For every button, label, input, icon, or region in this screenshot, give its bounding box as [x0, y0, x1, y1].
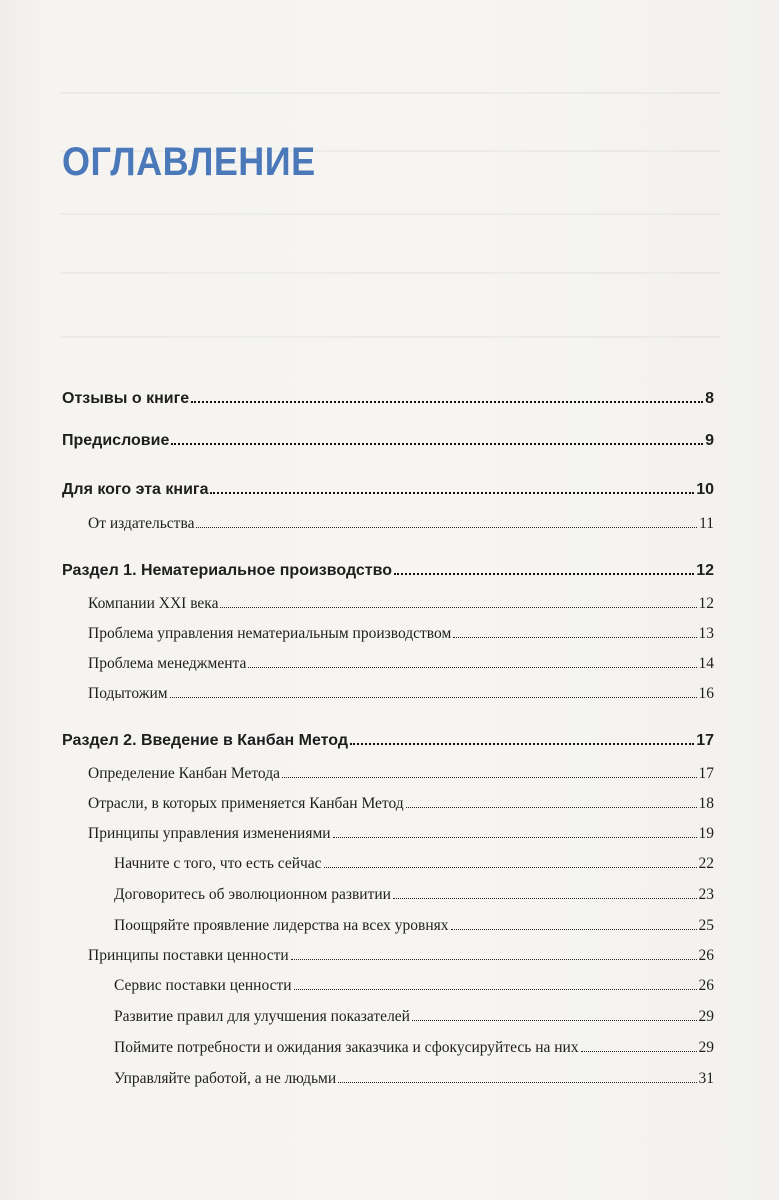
toc-entry-label: Проблема управления нематериальным производством — [88, 625, 452, 642]
toc-entry-label: От издательства — [88, 515, 195, 532]
dot-leader — [581, 1051, 697, 1052]
dot-leader — [291, 959, 697, 960]
toc-entry-industries[interactable] — [62, 795, 714, 813]
dot-leader — [248, 667, 696, 668]
toc-entry-label: Предисловие — [62, 432, 170, 449]
toc-entry-audience[interactable] — [62, 481, 714, 499]
toc-entry-label: Определение Канбан Метода — [88, 765, 280, 782]
show-through-line — [60, 336, 720, 338]
toc-entry-label: Развитие правил для улучшения показателей — [114, 1008, 410, 1025]
toc-entry-rules[interactable] — [62, 1008, 714, 1026]
toc-entry-label: Отрасли, в которых применяется Канбан Метод — [88, 795, 404, 812]
show-through-line — [60, 272, 720, 274]
toc-entry-label: Поймите потребности и ожидания заказчика и сфокусируйтесь на них — [114, 1039, 579, 1056]
toc-entry-page: 18 — [698, 795, 714, 812]
toc-entry-label: Компании XXI века — [88, 595, 219, 612]
toc-entry-page: 23 — [698, 886, 714, 903]
toc-entry-page: 8 — [705, 390, 714, 407]
dot-leader — [451, 929, 697, 930]
toc-entry-value-principles[interactable] — [62, 947, 714, 965]
toc-entry-production-problem[interactable] — [62, 625, 714, 643]
toc-entry-page: 19 — [698, 825, 714, 842]
toc-entry-page: 13 — [698, 625, 714, 642]
toc-entry-page: 17 — [696, 732, 714, 749]
toc-entry-customer-needs[interactable] — [62, 1039, 714, 1057]
toc-entry-section-1[interactable] — [62, 562, 714, 580]
dot-leader — [191, 401, 703, 403]
toc-entry-page: 14 — [698, 655, 714, 672]
toc-entry-label: Отзывы о книге — [62, 390, 190, 407]
toc-entry-label: Раздел 1. Нематериальное производство — [62, 562, 393, 579]
dot-leader — [453, 637, 696, 638]
toc-entry-companies[interactable] — [62, 595, 714, 613]
toc-entry-label: Принципы поставки ценности — [88, 947, 289, 964]
show-through-line — [60, 213, 720, 215]
toc-entry-publisher[interactable] — [62, 515, 714, 533]
dot-leader — [170, 697, 697, 698]
toc-entry-reviews[interactable] — [62, 390, 714, 408]
toc-entry-label: Поощряйте проявление лидерства на всех уровнях — [114, 917, 449, 934]
toc-entry-page: 26 — [698, 947, 714, 964]
dot-leader — [406, 807, 697, 808]
toc-entry-label: Для кого эта книга — [62, 481, 209, 498]
toc-entry-page: 29 — [698, 1039, 714, 1056]
dot-leader — [171, 443, 703, 445]
toc-entry-label: Раздел 2. Введение в Канбан Метод — [62, 732, 348, 749]
dot-leader — [324, 867, 697, 868]
toc-entry-value-service[interactable] — [62, 977, 714, 995]
toc-entry-evolution[interactable] — [62, 886, 714, 904]
dot-leader — [210, 492, 694, 494]
toc-entry-page: 22 — [698, 855, 714, 872]
toc-entry-page: 31 — [698, 1070, 714, 1087]
toc-entry-section-2[interactable] — [62, 732, 714, 750]
toc-entry-page: 10 — [696, 481, 714, 498]
toc-entry-label: Принципы управления изменениями — [88, 825, 331, 842]
dot-leader — [394, 573, 694, 575]
toc-entry-label: Проблема менеджмента — [88, 655, 247, 672]
dot-leader — [412, 1020, 697, 1021]
dot-leader — [338, 1082, 696, 1083]
toc-entry-page: 11 — [699, 515, 714, 532]
toc-entry-management-problem[interactable] — [62, 655, 714, 673]
toc-entry-leadership[interactable] — [62, 917, 714, 935]
toc-entry-page: 9 — [705, 432, 714, 449]
toc-entry-page: 25 — [698, 917, 714, 934]
dot-leader — [294, 989, 697, 990]
dot-leader — [196, 527, 697, 528]
toc-entry-kanban-definition[interactable] — [62, 765, 714, 783]
dot-leader — [333, 837, 697, 838]
dot-leader — [350, 743, 694, 745]
toc-entry-label: Сервис поставки ценности — [114, 977, 292, 994]
toc-entry-change-principles[interactable] — [62, 825, 714, 843]
toc-entry-label: Управляйте работой, а не людьми — [114, 1070, 337, 1087]
toc-entry-page: 12 — [696, 562, 714, 579]
dot-leader — [282, 777, 697, 778]
toc-entry-page: 17 — [698, 765, 714, 782]
show-through-line — [60, 92, 720, 94]
toc-entry-page: 26 — [698, 977, 714, 994]
toc-entry-summary[interactable] — [62, 685, 714, 703]
toc-entry-label: Начните с того, что есть сейчас — [114, 855, 322, 872]
toc-entry-label: Подытожим — [88, 685, 168, 702]
toc-entry-foreword[interactable] — [62, 432, 714, 450]
toc-entry-page: 29 — [698, 1008, 714, 1025]
toc-entry-page: 12 — [698, 595, 714, 612]
toc-entry-manage-work[interactable] — [62, 1070, 714, 1088]
toc-entry-page: 16 — [698, 685, 714, 702]
toc-entry-start-now[interactable] — [62, 855, 714, 873]
dot-leader — [220, 607, 696, 608]
toc-entry-label: Договоритесь об эволюционном развитии — [114, 886, 391, 903]
page-title: ОГЛАВЛЕНИЕ — [62, 140, 316, 184]
dot-leader — [393, 898, 697, 899]
